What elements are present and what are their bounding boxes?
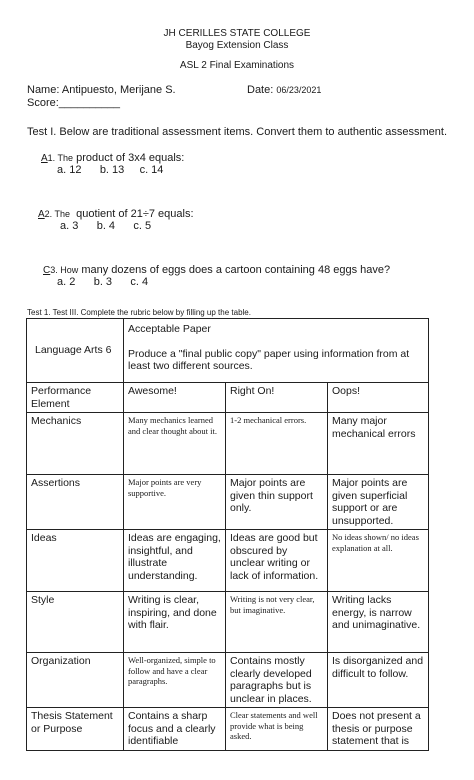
choice-c: c. 4 <box>130 276 149 288</box>
choice-b: b. 3 <box>93 276 113 288</box>
awesome-cell: Many mechanics learned and clear thought about it. <box>124 413 226 475</box>
question-2-answer: A <box>38 209 45 220</box>
task-cell <box>124 319 429 383</box>
question-1 <box>41 152 184 164</box>
header-oops: Oops! <box>328 383 429 413</box>
question-2 <box>38 208 194 220</box>
element-cell: Organization <box>27 653 124 708</box>
right-on-cell: Writing is not very clear, but imaginative. <box>226 592 328 653</box>
awesome-cell: Well-organized, simple to follow and have a clear paragraphs. <box>124 653 226 708</box>
header-awesome: Awesome! <box>124 383 226 413</box>
oops-cell: Is disorganized and difficult to follow. <box>328 653 429 708</box>
question-1-answer: A <box>41 153 48 164</box>
question-1-number: 1. The <box>47 153 74 163</box>
rubric-row-style <box>27 592 429 653</box>
choice-a: a. 12 <box>57 164 82 176</box>
question-1-choices <box>57 164 163 176</box>
name-line <box>27 84 176 96</box>
question-3-text: many dozens of eggs does a cartoon containing 48 eggs have? <box>81 264 391 276</box>
question-2-choices <box>60 220 151 232</box>
subject-cell: Language Arts 6 <box>27 319 124 383</box>
choice-c: c. 5 <box>133 220 152 232</box>
question-3 <box>43 264 390 276</box>
exam-title: ASL 2 Final Examinations <box>179 60 295 71</box>
oops-cell: Major points are given superficial support or are unsupported. <box>328 475 429 530</box>
student-name: Antipuesto, Merijane S. <box>61 84 176 96</box>
task-description: Produce a "final public copy" paper using information from at least two different sources. <box>128 347 410 372</box>
oops-cell: Does not present a thesis or purpose statement that is <box>328 708 429 751</box>
date-label: Date: <box>247 84 274 96</box>
test1-instruction: Test I. Below are traditional assessment items. Convert them to authentic assessment. <box>27 126 448 138</box>
rubric-table <box>26 318 429 751</box>
question-2-number: 2. The <box>44 209 71 219</box>
question-2-text: quotient of 21÷7 equals: <box>76 208 194 220</box>
header-element: Performance Element <box>27 383 124 413</box>
right-on-cell: Contains mostly clearly developed paragraphs but is unclear in places. <box>226 653 328 708</box>
question-3-number: 3. How <box>50 265 79 275</box>
choice-b: b. 4 <box>96 220 116 232</box>
name-label: Name: <box>27 84 60 96</box>
right-on-cell: Major points are given thin support only. <box>226 475 328 530</box>
choice-a: a. 2 <box>57 276 76 288</box>
task-title: Acceptable Paper <box>128 323 211 335</box>
date-line <box>247 84 321 96</box>
rubric-header-row <box>27 383 429 413</box>
awesome-cell: Contains a sharp focus and a clearly identifiable <box>124 708 226 751</box>
right-on-cell: 1-2 mechanical errors. <box>226 413 328 475</box>
rubric-row-organization <box>27 653 429 708</box>
test3-caption: Test 1. Test III. Complete the rubric below by filling up the table. <box>27 308 251 317</box>
element-cell: Assertions <box>27 475 124 530</box>
rubric-row-assertions <box>27 475 429 530</box>
choice-c: c. 14 <box>139 164 164 176</box>
right-on-cell: Ideas are good but obscured by unclear writing or lack of information. <box>226 530 328 592</box>
school-name: JH CERILLES STATE COLLEGE <box>163 28 311 39</box>
element-cell: Ideas <box>27 530 124 592</box>
oops-cell: Many major mechanical errors <box>328 413 429 475</box>
right-on-cell: Clear statements and well provide what is being asked. <box>226 708 328 751</box>
question-3-answer: C <box>43 265 51 276</box>
rubric-row-mechanics <box>27 413 429 475</box>
score-line: Score:__________ <box>27 97 120 109</box>
rubric-row-ideas <box>27 530 429 592</box>
element-cell: Mechanics <box>27 413 124 475</box>
choice-a: a. 3 <box>60 220 79 232</box>
awesome-cell: Ideas are engaging, insightful, and illustrate understanding. <box>124 530 226 592</box>
oops-cell: Writing lacks energy, is narrow and unimaginative. <box>328 592 429 653</box>
element-cell: Style <box>27 592 124 653</box>
question-1-text: product of 3x4 equals: <box>76 152 185 164</box>
element-cell: Thesis Statement or Purpose <box>27 708 124 751</box>
awesome-cell: Major points are very supportive. <box>124 475 226 530</box>
rubric-title-row <box>27 319 429 383</box>
oops-cell: No ideas shown/ no ideas explanation at all. <box>328 530 429 592</box>
question-3-choices <box>57 276 148 288</box>
awesome-cell: Writing is clear, inspiring, and done with flair. <box>124 592 226 653</box>
rubric-row-thesis <box>27 708 429 751</box>
campus-name: Bayog Extension Class <box>185 40 289 51</box>
header-right-on: Right On! <box>226 383 328 413</box>
exam-date: 06/23/2021 <box>276 85 322 95</box>
choice-b: b. 13 <box>99 164 125 176</box>
